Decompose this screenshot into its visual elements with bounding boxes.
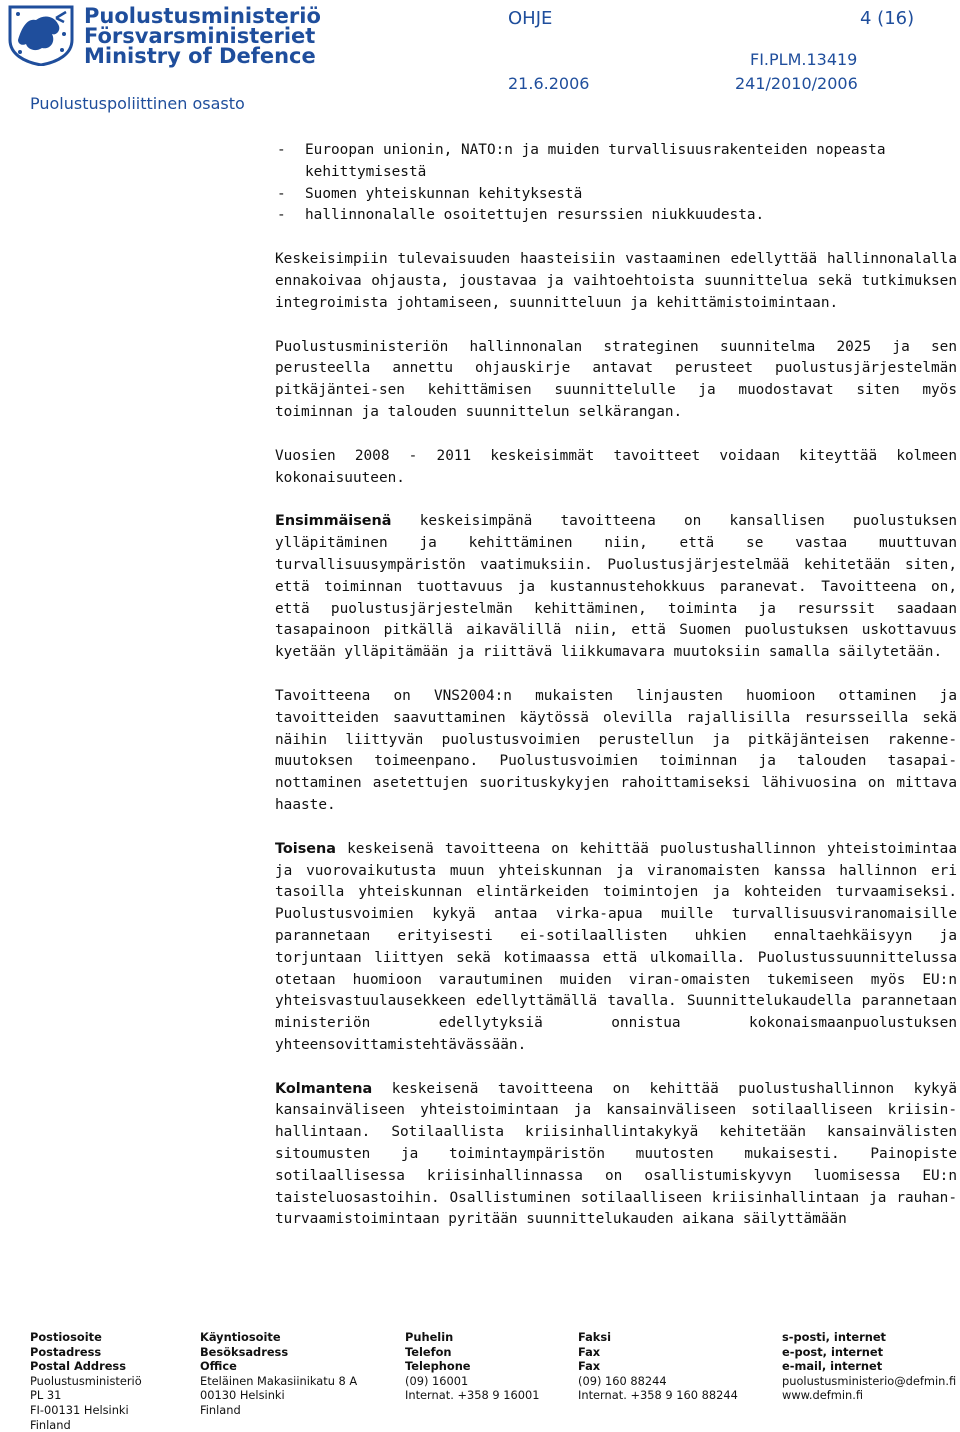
footer-line: Puolustusministeriö <box>30 1373 142 1388</box>
footer-heading: Telefon <box>405 1344 452 1359</box>
paragraph-lead: Kolmantena <box>275 1080 373 1097</box>
footer-line: 00130 Helsinki <box>200 1388 285 1403</box>
footer-heading: Office <box>200 1359 237 1374</box>
paragraph: Puolustusministeriön hallinnonalan strateginen suunnitelma 2025 ja sen perusteella annettu ohjauskirje antavat perusteet puolustusjärjestelmän pitkäjäntei-sen kehittämisen suunnittelulle ja muodostavat siten myös toiminnan ja talouden suunnittelun selkärangan. <box>275 338 957 420</box>
paragraph-lead: Toisena <box>275 840 337 857</box>
page-footer <box>30 1330 960 1430</box>
department-name: Puolustuspoliittinen osasto <box>30 94 245 113</box>
footer-line: Finland <box>200 1402 241 1417</box>
footer-heading: Telephone <box>405 1359 471 1374</box>
footer-postal-address <box>30 1330 142 1432</box>
footer-heading: Besöksadress <box>200 1344 289 1359</box>
paragraph-text: keskeisimpänä tavoitteena on kansallisen puolustuksen ylläpitäminen ja kehittäminen niin, että se vastaa muuttuvan turvallisuusympäristön vaatimuksiin. Puolustusjärjestelmää kehitetään siten, että toiminnan tuottavuus ja kustannustehokkuus paranevat. Tavoitteena on, että puolustusjärjestelmän kehittäminen, toiminta ja resurssit saadaan tasapainoon pitkällä aikavälillä niin, että Suomen puolustuksen uskottavuus kyetään ylläpitämään ja riittävä liikkumavara muutoksiin samalla säilytetään. <box>275 513 957 661</box>
footer-heading: Postadress <box>30 1344 102 1359</box>
paragraph: Keskeisimpiin tulevaisuuden haasteisiin vastaaminen edellyttää hallinnonalalla ennakoivaa ohjausta, joustavaa ja vaihtoehtoista suunnittelua sekä tutkimuksen integroimista johtamiseen, suunnitteluun ja kehittämistoimintaan. <box>275 251 957 311</box>
org-name-fi: Puolustusministeriö <box>84 4 321 28</box>
footer-website-link[interactable]: www.defmin.fi <box>782 1388 864 1403</box>
footer-telephone <box>405 1330 539 1403</box>
list-item: - Euroopan unionin, NATO:n ja muiden turvallisuusrakenteiden nopeasta kehittymisestä <box>275 140 957 184</box>
footer-line: (09) 16001 <box>405 1373 469 1388</box>
bullet-list <box>275 140 957 227</box>
document-diary-number: 241/2010/2006 <box>735 74 858 93</box>
footer-line: Finland <box>30 1417 71 1432</box>
footer-heading: s-posti, internet <box>782 1330 886 1344</box>
paragraph: Vuosien 2008 - 2011 keskeisimmät tavoitteet voidaan kiteyttää kolmeen kokonaisuuteen. <box>275 447 957 486</box>
footer-line: Internat. +358 9 16001 <box>405 1388 540 1403</box>
footer-heading: e-mail, internet <box>782 1359 883 1374</box>
footer-line: FI-00131 Helsinki <box>30 1402 129 1417</box>
footer-heading: Postiosoite <box>30 1330 102 1344</box>
page-number: 4 (16) <box>860 8 915 29</box>
footer-heading: Fax <box>578 1359 601 1374</box>
footer-heading: Puhelin <box>405 1330 454 1344</box>
org-name-sv: Försvarsministeriet <box>84 24 316 48</box>
document-date: 21.6.2006 <box>508 74 590 93</box>
footer-line: Eteläinen Makasiinikatu 8 A <box>200 1373 358 1388</box>
footer-heading: Faksi <box>578 1330 612 1344</box>
footer-heading: e-post, internet <box>782 1344 884 1359</box>
document-reference: FI.PLM.13419 <box>750 50 858 69</box>
list-item: - hallinnonalalle osoitettujen resurssien niukkuudesta. <box>275 205 957 227</box>
document-type: OHJE <box>508 8 553 29</box>
paragraph <box>275 511 957 664</box>
paragraph: Tavoitteena on VNS2004:n mukaisten linjausten huomioon ottaminen ja tavoitteiden saavuttaminen käytössä olevilla rajallisilla resursseilla sekä näihin liittyvän puolustusvoimien perustellun ja pitkäjänteisen rakenne-muutoksen toimeenpano. Puolustusvoimien toiminnan ja talouden tasapai-nottaminen asetettujen suorituskykyjen rahoittamiseksi lähivuosina on mittava haaste. <box>275 687 957 813</box>
footer-heading: Käyntiosoite <box>200 1330 281 1344</box>
list-item: - Suomen yhteiskunnan kehityksestä <box>275 184 957 206</box>
footer-fax <box>578 1330 738 1403</box>
paragraph-text: keskeisenä tavoitteena on kehittää puolustushallinnon yhteistoimintaa ja vuorovaikutusta muun yhteiskunnan ja viranomaisten kanssa hallinnon eri tasoilla yhteiskunnan elintärkeiden toimintojen ja kohteiden turvaamiseksi. Puolustusvoimien kykyä antaa virka-apua muille turvallisuusviranomaisille parannetaan erityisesti ei-sotilaallisten uhkien ennaltaehkäisyyn ja torjuntaan liittyen sekä kotimaassa että ulkomailla. Puolustussuunnittelussa otetaan huomioon varautuminen muiden viran-omaisten tukemiseen myös EU:n yhteisvastuulausekkeen edellyttämällä tavalla. Suunnittelukaudella parannetaan ministeriön edellytyksiä onnistua kokonaismaanpuolustuksen yhteensovittamistehtävässään. <box>275 840 957 1053</box>
footer-email-link[interactable]: puolustusministerio@defmin.fi <box>782 1373 957 1388</box>
footer-line: PL 31 <box>30 1388 62 1403</box>
footer-email-internet <box>782 1330 956 1403</box>
paragraph <box>275 1079 957 1232</box>
paragraph-text: keskeisenä tavoitteena on kehittää puolustushallinnon kykyä kansainväliseen yhteistoimintaan ja kansainväliseen sotilaalliseen kriisin-hallintaan. Sotilaallista kriisinhallintakykyä kehitetään kansainvälisten sitoumusten ja toimintaympäristön muutosten mukaisesti. Painopiste sotilaallisessa kriisinhallinnassa on osallistumiskyvyn luomisessa EU:n taisteluosastoihin. Osallistuminen sotilaalliseen kriisinhallintaan ja rauhan-turvaamistoimintaan pyritään suunnittelukauden aikana säilyttämään <box>275 1080 957 1228</box>
paragraph-lead: Ensimmäisenä <box>275 513 392 530</box>
coat-of-arms-logo <box>6 4 76 66</box>
document-body <box>275 140 957 1253</box>
footer-heading: Fax <box>578 1344 601 1359</box>
org-name-en: Ministry of Defence <box>84 44 316 68</box>
footer-line: (09) 160 88244 <box>578 1373 667 1388</box>
footer-heading: Postal Address <box>30 1359 126 1374</box>
footer-visiting-address <box>200 1330 357 1418</box>
footer-line: Internat. +358 9 160 88244 <box>578 1388 738 1403</box>
paragraph <box>275 839 957 1057</box>
